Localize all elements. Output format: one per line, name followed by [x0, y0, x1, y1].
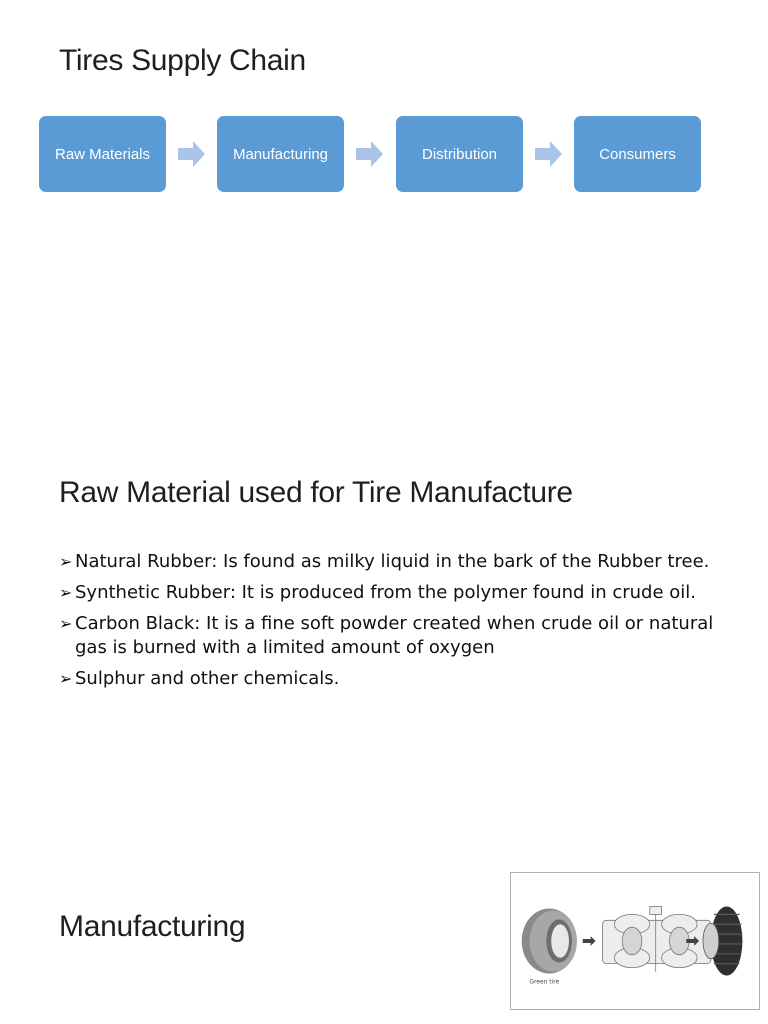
- arrow-bullet-icon: ➢: [59, 614, 73, 633]
- tire-process-image: [510, 872, 760, 1010]
- slide-title-manufacturing: Manufacturing: [59, 910, 246, 943]
- flow-arrow-icon: [356, 140, 384, 168]
- arrow-bullet-icon: ➢: [59, 583, 73, 602]
- tire-process-illustration: [511, 873, 759, 1009]
- list-item: ➢ Natural Rubber: Is found as milky liquid in the bark of the Rubber tree.: [59, 551, 710, 572]
- slide-title-supply-chain: Tires Supply Chain: [59, 44, 306, 77]
- slide-title-raw-material: Raw Material used for Tire Manufacture: [59, 476, 573, 509]
- list-item: ➢ Carbon Black: It is a fine soft powder created when crude oil or natural gas is burned with a limited amount of oxygen: [59, 613, 714, 658]
- list-item: ➢ Sulphur and other chemicals.: [59, 668, 340, 689]
- arrow-bullet-icon: ➢: [59, 669, 73, 688]
- green-tire-caption: Green tire: [529, 979, 560, 986]
- flow-step-manufacturing: Manufacturing: [217, 116, 344, 192]
- list-item: ➢ Synthetic Rubber: It is produced from the polymer found in crude oil.: [59, 582, 696, 603]
- flow-step-consumers: Consumers: [574, 116, 701, 192]
- supply-chain-flow: [39, 116, 739, 192]
- arrow-bullet-icon: ➢: [59, 552, 73, 571]
- flow-step-raw-materials: Raw Materials: [39, 116, 166, 192]
- flow-arrow-icon: [178, 140, 206, 168]
- flow-step-distribution: Distribution: [396, 116, 523, 192]
- raw-material-list: [59, 550, 719, 698]
- flow-arrow-icon: [535, 140, 563, 168]
